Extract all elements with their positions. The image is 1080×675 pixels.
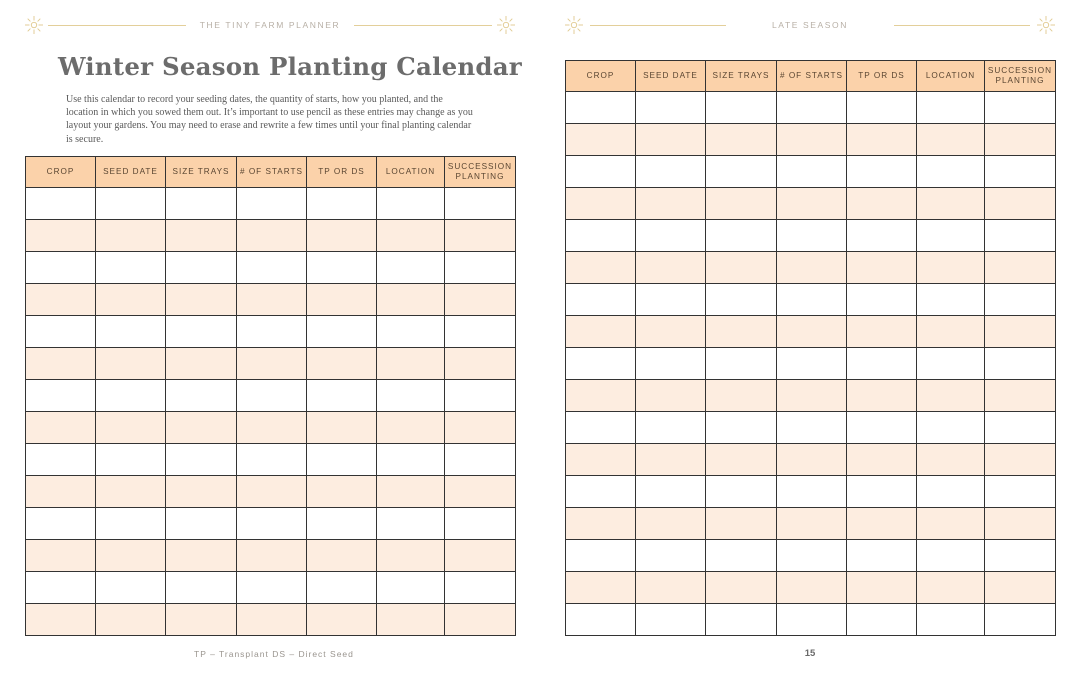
entry-cell[interactable] [166,188,237,220]
entry-cell[interactable] [566,476,636,508]
entry-cell[interactable] [847,124,917,156]
table-row [566,412,1056,444]
table-row [566,444,1056,476]
entry-cell[interactable] [377,220,445,252]
entry-cell[interactable] [917,572,985,604]
entry-cell[interactable] [847,476,917,508]
entry-cell[interactable] [237,540,307,572]
entry-cell[interactable] [166,380,237,412]
entry-cell[interactable] [706,476,777,508]
entry-cell[interactable] [777,508,847,540]
entry-cell[interactable] [26,604,96,636]
entry-cell[interactable] [777,540,847,572]
entry-cell[interactable] [566,380,636,412]
entry-cell[interactable] [166,604,237,636]
entry-cell[interactable] [847,188,917,220]
entry-cell[interactable] [566,284,636,316]
entry-cell[interactable] [237,188,307,220]
sun-ornament-icon [497,16,515,34]
entry-cell[interactable] [26,380,96,412]
table-row [26,540,516,572]
entry-cell[interactable] [96,508,166,540]
entry-cell[interactable] [847,508,917,540]
column-header: SEED DATE [96,157,166,188]
column-header: SUCCESSION PLANTING [985,61,1056,92]
entry-cell[interactable] [307,412,377,444]
entry-cell[interactable] [985,348,1056,380]
entry-cell[interactable] [237,604,307,636]
entry-cell[interactable] [985,412,1056,444]
entry-cell[interactable] [96,444,166,476]
entry-cell[interactable] [26,412,96,444]
entry-cell[interactable] [307,316,377,348]
sun-ornament-icon [565,16,583,34]
entry-cell[interactable] [917,444,985,476]
entry-cell[interactable] [96,220,166,252]
entry-cell[interactable] [445,220,516,252]
entry-cell[interactable] [377,412,445,444]
column-header: LOCATION [377,157,445,188]
entry-cell[interactable] [377,572,445,604]
entry-cell[interactable] [777,252,847,284]
entry-cell[interactable] [985,572,1056,604]
entry-cell[interactable] [847,380,917,412]
entry-cell[interactable] [26,284,96,316]
entry-cell[interactable] [445,572,516,604]
table-header-row [566,61,1056,92]
entry-cell[interactable] [445,412,516,444]
entry-cell[interactable] [166,412,237,444]
entry-cell[interactable] [237,508,307,540]
entry-cell[interactable] [26,444,96,476]
planting-calendar-table [25,156,516,636]
table-row [566,156,1056,188]
entry-cell[interactable] [706,316,777,348]
entry-cell[interactable] [777,220,847,252]
entry-cell[interactable] [307,572,377,604]
entry-cell[interactable] [706,348,777,380]
entry-cell[interactable] [445,604,516,636]
entry-cell[interactable] [706,284,777,316]
entry-cell[interactable] [636,188,706,220]
entry-cell[interactable] [96,316,166,348]
table-row [26,188,516,220]
entry-cell[interactable] [777,604,847,636]
entry-cell[interactable] [166,284,237,316]
entry-cell[interactable] [777,348,847,380]
entry-cell[interactable] [636,540,706,572]
entry-cell[interactable] [636,508,706,540]
entry-cell[interactable] [706,220,777,252]
entry-cell[interactable] [636,156,706,188]
entry-cell[interactable] [166,572,237,604]
entry-cell[interactable] [377,188,445,220]
entry-cell[interactable] [377,508,445,540]
entry-cell[interactable] [985,476,1056,508]
entry-cell[interactable] [377,252,445,284]
entry-cell[interactable] [26,220,96,252]
entry-cell[interactable] [166,348,237,380]
table-row [26,220,516,252]
entry-cell[interactable] [566,92,636,124]
entry-cell[interactable] [166,252,237,284]
entry-cell[interactable] [985,508,1056,540]
entry-cell[interactable] [377,444,445,476]
entry-cell[interactable] [445,188,516,220]
table-row [26,604,516,636]
entry-cell[interactable] [777,444,847,476]
entry-cell[interactable] [706,92,777,124]
entry-cell[interactable] [566,540,636,572]
entry-cell[interactable] [917,284,985,316]
table-header-row [26,157,516,188]
entry-cell[interactable] [307,604,377,636]
entry-cell[interactable] [566,156,636,188]
entry-cell[interactable] [847,252,917,284]
table-row [566,188,1056,220]
table-row [566,124,1056,156]
entry-cell[interactable] [307,188,377,220]
table-row [26,476,516,508]
entry-cell[interactable] [96,604,166,636]
entry-cell[interactable] [847,156,917,188]
column-header: SUCCESSION PLANTING [445,157,516,188]
entry-cell[interactable] [26,316,96,348]
entry-cell[interactable] [237,316,307,348]
entry-cell[interactable] [96,380,166,412]
entry-cell[interactable] [307,540,377,572]
entry-cell[interactable] [307,508,377,540]
table-row [566,220,1056,252]
entry-cell[interactable] [706,572,777,604]
entry-cell[interactable] [917,124,985,156]
entry-cell[interactable] [237,284,307,316]
entry-cell[interactable] [917,508,985,540]
sun-ornament-icon [25,16,43,34]
entry-cell[interactable] [96,188,166,220]
entry-cell[interactable] [917,412,985,444]
entry-cell[interactable] [636,92,706,124]
entry-cell[interactable] [96,476,166,508]
entry-cell[interactable] [985,604,1056,636]
entry-cell[interactable] [166,220,237,252]
table-row [26,444,516,476]
entry-cell[interactable] [985,156,1056,188]
entry-cell[interactable] [96,412,166,444]
entry-cell[interactable] [566,220,636,252]
entry-cell[interactable] [307,476,377,508]
entry-cell[interactable] [166,508,237,540]
table-row [26,572,516,604]
entry-cell[interactable] [917,92,985,124]
running-head: THE TINY FARM PLANNER [199,20,341,30]
running-head: LATE SEASON [771,20,849,30]
entry-cell[interactable] [96,252,166,284]
entry-cell[interactable] [445,508,516,540]
entry-cell[interactable] [777,476,847,508]
entry-cell[interactable] [636,348,706,380]
entry-cell[interactable] [26,348,96,380]
entry-cell[interactable] [566,124,636,156]
entry-cell[interactable] [26,252,96,284]
table-row [566,604,1056,636]
entry-cell[interactable] [26,476,96,508]
entry-cell[interactable] [636,380,706,412]
entry-cell[interactable] [636,604,706,636]
table-row [566,348,1056,380]
entry-cell[interactable] [985,380,1056,412]
entry-cell[interactable] [307,348,377,380]
entry-cell[interactable] [445,540,516,572]
entry-cell[interactable] [307,380,377,412]
entry-cell[interactable] [237,252,307,284]
entry-cell[interactable] [636,124,706,156]
entry-cell[interactable] [777,412,847,444]
entry-cell[interactable] [636,444,706,476]
column-header: TP OR DS [847,61,917,92]
entry-cell[interactable] [847,412,917,444]
planting-calendar-table [565,60,1056,636]
table-row [26,348,516,380]
entry-cell[interactable] [706,188,777,220]
entry-cell[interactable] [237,476,307,508]
entry-cell[interactable] [166,540,237,572]
table-row [26,284,516,316]
entry-cell[interactable] [706,124,777,156]
column-header: SIZE TRAYS [706,61,777,92]
entry-cell[interactable] [636,476,706,508]
entry-cell[interactable] [917,380,985,412]
entry-cell[interactable] [166,476,237,508]
entry-cell[interactable] [706,380,777,412]
entry-cell[interactable] [917,604,985,636]
table-row [26,252,516,284]
entry-cell[interactable] [706,604,777,636]
entry-cell[interactable] [917,188,985,220]
entry-cell[interactable] [847,572,917,604]
entry-cell[interactable] [706,412,777,444]
entry-cell[interactable] [985,220,1056,252]
entry-cell[interactable] [96,572,166,604]
entry-cell[interactable] [847,284,917,316]
entry-cell[interactable] [985,444,1056,476]
entry-cell[interactable] [917,220,985,252]
entry-cell[interactable] [985,188,1056,220]
entry-cell[interactable] [445,348,516,380]
entry-cell[interactable] [706,156,777,188]
entry-cell[interactable] [377,476,445,508]
entry-cell[interactable] [237,412,307,444]
table-row [566,476,1056,508]
table-row [566,284,1056,316]
entry-cell[interactable] [847,444,917,476]
page-number: 15 [804,648,816,659]
entry-cell[interactable] [237,444,307,476]
column-header: LOCATION [917,61,985,92]
entry-cell[interactable] [96,284,166,316]
header-rule-left [48,25,186,26]
entry-cell[interactable] [847,604,917,636]
entry-cell[interactable] [237,572,307,604]
entry-cell[interactable] [237,220,307,252]
entry-cell[interactable] [636,252,706,284]
entry-cell[interactable] [445,316,516,348]
table-row [566,380,1056,412]
entry-cell[interactable] [985,92,1056,124]
entry-cell[interactable] [566,188,636,220]
entry-cell[interactable] [706,252,777,284]
table-row [566,316,1056,348]
table-row [566,92,1056,124]
entry-cell[interactable] [166,444,237,476]
entry-cell[interactable] [777,316,847,348]
entry-cell[interactable] [777,380,847,412]
entry-cell[interactable] [566,604,636,636]
entry-cell[interactable] [985,540,1056,572]
entry-cell[interactable] [237,380,307,412]
entry-cell[interactable] [847,348,917,380]
entry-cell[interactable] [96,348,166,380]
entry-cell[interactable] [307,444,377,476]
sun-ornament-icon [1037,16,1055,34]
entry-cell[interactable] [636,412,706,444]
entry-cell[interactable] [566,572,636,604]
column-header: CROP [26,157,96,188]
entry-cell[interactable] [307,252,377,284]
table-row [26,508,516,540]
entry-cell[interactable] [307,284,377,316]
entry-cell[interactable] [26,508,96,540]
table-row [566,572,1056,604]
entry-cell[interactable] [777,284,847,316]
entry-cell[interactable] [847,220,917,252]
table-row [26,412,516,444]
entry-cell[interactable] [445,444,516,476]
entry-cell[interactable] [985,124,1056,156]
entry-cell[interactable] [26,572,96,604]
entry-cell[interactable] [917,156,985,188]
entry-cell[interactable] [985,316,1056,348]
entry-cell[interactable] [307,220,377,252]
entry-cell[interactable] [377,316,445,348]
entry-cell[interactable] [377,380,445,412]
entry-cell[interactable] [706,444,777,476]
column-header: SIZE TRAYS [166,157,237,188]
header-rule-left [590,25,726,26]
entry-cell[interactable] [985,284,1056,316]
entry-cell[interactable] [706,540,777,572]
entry-cell[interactable] [445,252,516,284]
entry-cell[interactable] [377,540,445,572]
entry-cell[interactable] [445,380,516,412]
entry-cell[interactable] [706,508,777,540]
entry-cell[interactable] [96,540,166,572]
entry-cell[interactable] [985,252,1056,284]
entry-cell[interactable] [777,124,847,156]
entry-cell[interactable] [917,252,985,284]
entry-cell[interactable] [636,572,706,604]
entry-cell[interactable] [777,92,847,124]
entry-cell[interactable] [777,156,847,188]
right-page [540,0,1080,675]
column-header: SEED DATE [636,61,706,92]
header-rule-right [894,25,1030,26]
entry-cell[interactable] [445,476,516,508]
column-header: # OF STARTS [777,61,847,92]
entry-cell[interactable] [917,476,985,508]
entry-cell[interactable] [777,572,847,604]
entry-cell[interactable] [847,92,917,124]
page-title: Winter Season Planting Calendar [58,52,522,81]
footer-legend: TP – Transplant DS – Direct Seed [194,649,354,659]
entry-cell[interactable] [566,316,636,348]
entry-cell[interactable] [917,316,985,348]
entry-cell[interactable] [636,316,706,348]
entry-cell[interactable] [636,220,706,252]
entry-cell[interactable] [26,540,96,572]
entry-cell[interactable] [377,348,445,380]
entry-cell[interactable] [917,348,985,380]
entry-cell[interactable] [26,188,96,220]
entry-cell[interactable] [445,284,516,316]
entry-cell[interactable] [917,540,985,572]
table-row [566,508,1056,540]
entry-cell[interactable] [237,348,307,380]
entry-cell[interactable] [166,316,237,348]
entry-cell[interactable] [636,284,706,316]
entry-cell[interactable] [777,188,847,220]
entry-cell[interactable] [566,348,636,380]
entry-cell[interactable] [377,604,445,636]
column-header: TP OR DS [307,157,377,188]
entry-cell[interactable] [377,284,445,316]
entry-cell[interactable] [566,444,636,476]
table-row [26,380,516,412]
entry-cell[interactable] [566,412,636,444]
entry-cell[interactable] [847,540,917,572]
table-row [566,252,1056,284]
entry-cell[interactable] [566,508,636,540]
table-row [26,316,516,348]
entry-cell[interactable] [566,252,636,284]
table-row [566,540,1056,572]
header-rule-right [354,25,492,26]
column-header: CROP [566,61,636,92]
column-header: # OF STARTS [237,157,307,188]
intro-paragraph: Use this calendar to record your seeding dates, the quantity of starts, how you planted, and the location in which you sowed them out. It’s important to use pencil as these entries may change as you layout your gardens. You may need to erase and rewrite a few times until your final planting calendar is secure. [66,94,473,145]
entry-cell[interactable] [847,316,917,348]
